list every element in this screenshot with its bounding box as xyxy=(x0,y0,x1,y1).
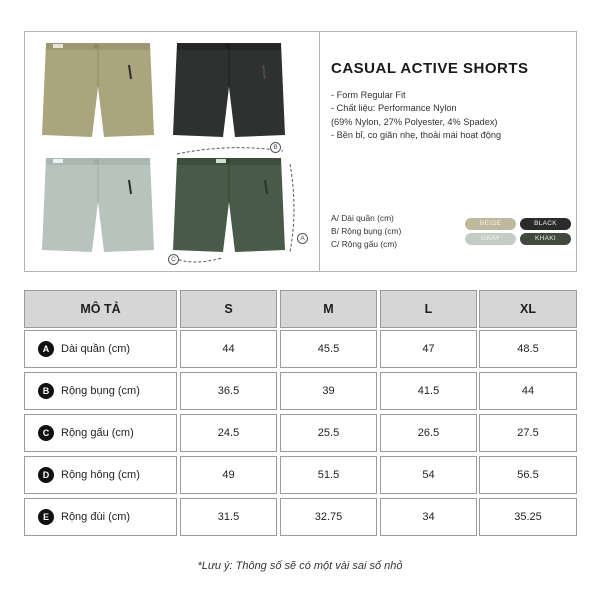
measurement-item: C/ Rộng gấu (cm) xyxy=(331,239,398,249)
header-size-l: L xyxy=(380,290,477,328)
table-cell: 41.5 xyxy=(380,372,477,410)
panel-divider xyxy=(319,32,320,271)
feature-item: - Chất liệu: Performance Nylon xyxy=(331,103,457,114)
row-label-text: Rộng đùi (cm) xyxy=(61,511,131,523)
gray-shorts-image xyxy=(41,154,155,254)
size-note: *Lưu ý: Thông số sẽ có một vài sai số nhỏ xyxy=(197,560,403,572)
table-cell: 34 xyxy=(380,498,477,536)
feature-item: (69% Nylon, 27% Polyester, 4% Spadex) xyxy=(331,116,498,127)
table-cell: 49 xyxy=(180,456,277,494)
table-cell: 24.5 xyxy=(180,414,277,452)
khaki-shorts-image xyxy=(172,154,302,266)
table-cell: 25.5 xyxy=(280,414,377,452)
table-cell: 35.25 xyxy=(479,498,577,536)
letter-badge: B xyxy=(38,383,54,399)
dimension-marker-b: B xyxy=(270,142,281,153)
color-swatch-black[interactable]: BLACK xyxy=(520,218,571,230)
feature-list xyxy=(331,89,501,143)
letter-badge: C xyxy=(38,425,54,441)
color-swatch-gray[interactable]: GRAY xyxy=(465,233,516,245)
row-label-d xyxy=(24,456,177,494)
letter-badge: D xyxy=(38,467,54,483)
table-cell: 48.5 xyxy=(479,330,577,368)
measurement-legend xyxy=(331,212,401,251)
dimension-marker-c: C xyxy=(168,254,179,265)
table-cell: 54 xyxy=(380,456,477,494)
header-size-xl: XL xyxy=(479,290,577,328)
dimension-marker-a: A xyxy=(297,233,308,244)
table-cell: 27.5 xyxy=(479,414,577,452)
black-shorts-image xyxy=(172,39,286,139)
row-label-text: Rộng hông (cm) xyxy=(61,469,140,481)
table-cell: 44 xyxy=(180,330,277,368)
table-cell: 51.5 xyxy=(280,456,377,494)
row-label-b xyxy=(24,372,177,410)
row-label-text: Dài quần (cm) xyxy=(61,343,131,355)
waist-dimension-line xyxy=(175,145,285,157)
row-label-text: Rộng gấu (cm) xyxy=(61,427,134,439)
product-title: CASUAL ACTIVE SHORTS xyxy=(331,60,529,77)
feature-item: - Form Regular Fit xyxy=(331,90,406,100)
table-cell: 56.5 xyxy=(479,456,577,494)
table-cell: 31.5 xyxy=(180,498,277,536)
color-swatch-khaki[interactable]: KHAKI xyxy=(520,233,571,245)
table-cell: 26.5 xyxy=(380,414,477,452)
color-swatches xyxy=(465,218,571,245)
header-description: MÔ TẢ xyxy=(24,290,177,328)
row-label-c xyxy=(24,414,177,452)
feature-item: - Bền bỉ, co giãn nhẹ, thoải mái hoạt động xyxy=(331,130,502,141)
table-cell: 44 xyxy=(479,372,577,410)
measurement-item: B/ Rộng bụng (cm) xyxy=(331,226,402,236)
row-label-e xyxy=(24,498,177,536)
table-cell: 45.5 xyxy=(280,330,377,368)
row-label-a xyxy=(24,330,177,368)
table-cell: 47 xyxy=(380,330,477,368)
table-cell: 32.75 xyxy=(280,498,377,536)
color-swatch-beige[interactable]: BEIGE xyxy=(465,218,516,230)
beige-shorts-image xyxy=(41,39,155,139)
product-info-panel xyxy=(24,31,577,272)
letter-badge: E xyxy=(38,509,54,525)
measurement-item: A/ Dài quần (cm) xyxy=(331,213,394,223)
row-label-text: Rộng bụng (cm) xyxy=(61,385,140,397)
table-cell: 36.5 xyxy=(180,372,277,410)
letter-badge: A xyxy=(38,341,54,357)
header-size-m: M xyxy=(280,290,377,328)
table-cell: 39 xyxy=(280,372,377,410)
header-size-s: S xyxy=(180,290,277,328)
